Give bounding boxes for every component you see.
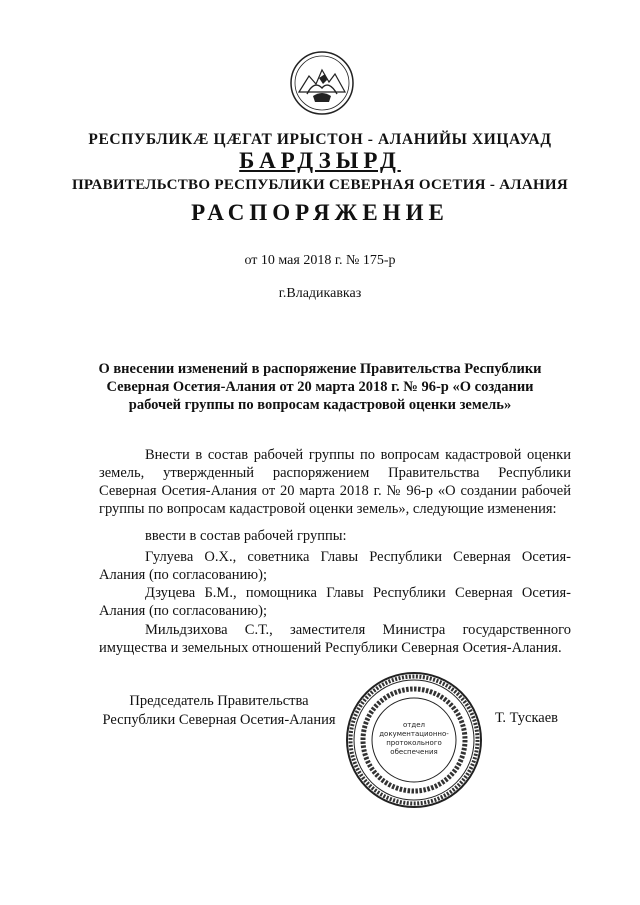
official-seal-stamp-icon [344, 670, 484, 810]
ossetian-government-line: РЕСПУБЛИКÆ ЦÆГАТ ИРЫСТОН - АЛАНИЙЫ ХИЦАУАД [88, 131, 552, 148]
signatory-position-line1: Председатель Правительства [129, 693, 309, 709]
government-line: ПРАВИТЕЛЬСТВО РЕСПУБЛИКИ СЕВЕРНАЯ ОСЕТИЯ - АЛАНИЯ [71, 177, 569, 193]
seal-text-line: обеспечения [390, 748, 438, 756]
add-members-line: ввести в состав рабочей группы: [145, 528, 347, 544]
seal-text-line: документационно- [379, 730, 449, 738]
seal-text-line: отдел [403, 721, 425, 729]
member-item: Гулуева О.Х., советника Главы Республики Северная Осетия-Алания (по согласованию); [99, 549, 571, 583]
seal-text-line: протокольного [386, 739, 442, 747]
bardzyrd-heading: БАРДЗЫРД [239, 148, 401, 173]
signatory-name: Т. Тускаев [495, 710, 559, 726]
document-type-heading: РАСПОРЯЖЕНИЕ [191, 200, 449, 225]
member-item: Мильдзихова С.Т., заместителя Министра государственного имущества и земельных отношений Республики Северная Осетия-Алания. [99, 622, 571, 656]
coat-of-arms-emblem-icon [289, 50, 355, 116]
document-date: от 10 мая 2018 г. № 175-р [244, 253, 396, 268]
signatory-position [99, 692, 339, 730]
document-title: О внесении изменений в распоряжение Правительства Республики Северная Осетия-Алания от 20 марта 2018 г. № 96-р «О создании рабочей группы по вопросам кадастровой оценки земель» [98, 361, 542, 413]
document-city: г.Владикавказ [278, 286, 362, 301]
member-item: Дзуцева Б.М., помощника Главы Республики Северная Осетия-Алания (по согласованию); [99, 585, 571, 619]
body-paragraph: Внести в состав рабочей группы по вопросам кадастровой оценки земель, утвержденный распоряжением Правительства Республики Северная Осетия-Алания от 20 марта 2018 г. № 96-р «О создании рабочей группы по вопросам кадастровой оценки земель», следующие изменения: [99, 447, 571, 517]
signatory-position-line2: Республики Северная Осетия-Алания [102, 712, 336, 728]
